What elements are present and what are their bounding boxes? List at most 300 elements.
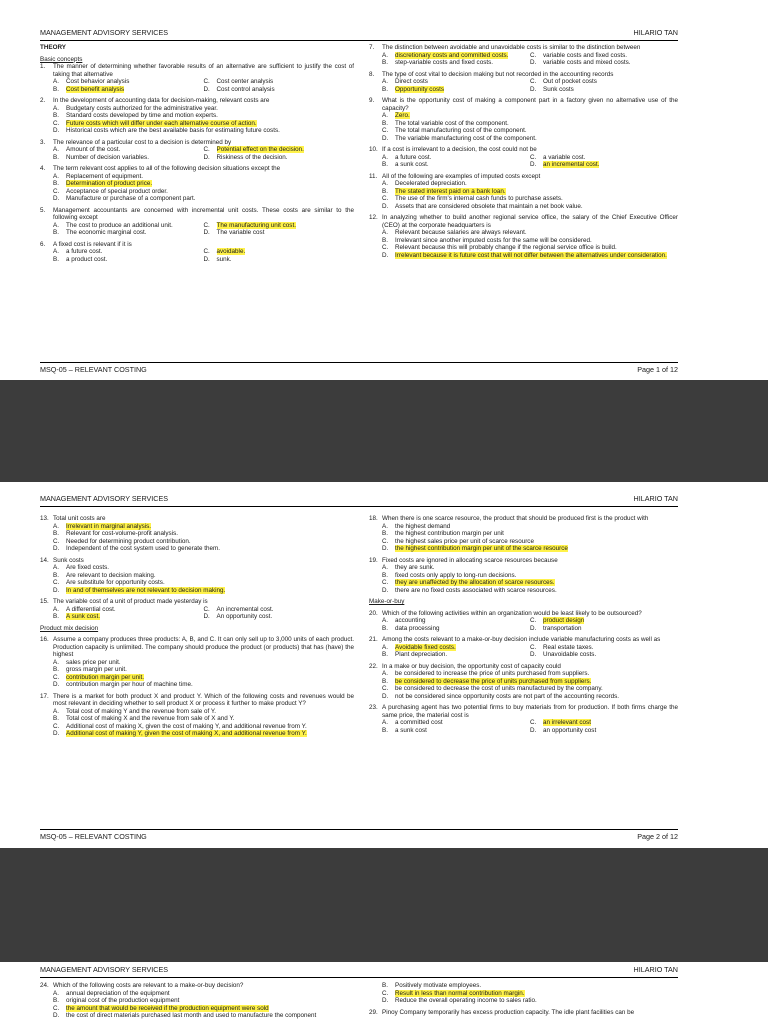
option-letter: D. <box>382 202 389 210</box>
option-letter: C. <box>530 51 537 59</box>
answer-option <box>382 229 678 237</box>
question-text: Assume a company produces three products: A, B, and C. It can only sell up to 3,000 units of each product. Production capacity is unlimited. The company should produce the product (or products) that has (have) the highest <box>53 636 354 658</box>
highlighted-answer: an irrelevant cost <box>543 719 591 726</box>
left-column <box>40 515 354 738</box>
option-text: The total variable cost of the component. <box>395 119 509 127</box>
option-letter: A. <box>53 104 59 112</box>
highlighted-answer: an incremental cost. <box>543 161 600 168</box>
option-letter: B. <box>53 613 59 620</box>
highlighted-answer: they are unaffected by the allocation of scarce resources. <box>395 579 555 586</box>
option-text: Real estate taxes. <box>543 643 594 651</box>
option-text: Irrelevant since another imputed costs for the same will be considered. <box>395 236 592 244</box>
option-letter: B. <box>53 85 59 93</box>
question-text: If a cost is irrelevant to a decision, the cost could not be <box>382 146 537 153</box>
question-text: There is a market for both product X and product Y. Which of the following costs and revenues would be most relevant in deciding whether to sell product X or process it further to make product Y? <box>53 692 354 707</box>
answer-option <box>382 651 530 659</box>
answer-option <box>530 78 678 86</box>
question-item <box>40 693 354 738</box>
highlighted-answer: Irrelevant because it is future cost that will not differ between the alternatives under consideration. <box>395 251 667 259</box>
option-text: a product cost. <box>66 255 108 263</box>
option-letter: D. <box>530 161 537 168</box>
header-course-title: MANAGEMENT ADVISORY SERVICES <box>40 28 169 37</box>
highlighted-answer: Avoidable fixed costs. <box>395 643 456 651</box>
answer-option <box>382 538 678 546</box>
answer-option <box>530 617 678 625</box>
answer-option <box>53 606 204 614</box>
option-letter: D. <box>53 730 60 737</box>
page-header <box>40 491 678 507</box>
question-text: In a make or buy decision, the opportunity cost of capacity could <box>382 662 561 670</box>
option-text: there are no fixed costs associated with scarce resources. <box>395 586 557 594</box>
option-letter: A. <box>382 643 388 651</box>
question-item <box>369 44 678 67</box>
answer-option <box>382 244 678 252</box>
question-number: 29. <box>369 1008 378 1016</box>
question-number: 10. <box>369 146 378 153</box>
option-letter: D. <box>530 651 537 658</box>
option-letter: D. <box>382 692 389 700</box>
answer-option <box>382 237 678 245</box>
answer-option <box>382 252 678 260</box>
option-text: sunk. <box>216 255 232 263</box>
option-letter: B. <box>382 624 388 632</box>
answer-option <box>204 222 355 230</box>
header-author: HILARIO TAN <box>633 494 678 503</box>
option-letter: C. <box>530 719 537 726</box>
option-text: Cost control analysis <box>216 85 275 93</box>
option-letter: D. <box>53 545 60 552</box>
answer-option <box>53 681 354 689</box>
answer-option <box>382 685 678 693</box>
answer-option <box>53 222 204 230</box>
question-text: The term relevant cost applies to all of the following decision situations except the <box>53 165 281 172</box>
answer-options <box>53 78 354 93</box>
option-letter: B. <box>53 112 59 119</box>
page-header <box>40 962 678 978</box>
option-text: Plant depreciation. <box>395 651 448 658</box>
option-text: Cost behavior analysis <box>66 78 130 85</box>
option-letter: D. <box>53 681 60 688</box>
answer-option <box>53 666 354 674</box>
right-column <box>369 982 678 1016</box>
question-item <box>369 515 678 553</box>
option-letter: C. <box>382 579 389 586</box>
answer-options <box>382 982 678 1005</box>
answer-options <box>382 617 678 632</box>
answer-option <box>382 154 530 162</box>
answer-option <box>53 523 354 531</box>
question-item <box>369 704 678 734</box>
answer-option <box>53 564 354 572</box>
question-text: The manner of determining whether favorable results of an alternative are sufficient to justify the cost of taking that alternative <box>53 63 354 78</box>
option-text: Out of pocket costs <box>543 78 597 85</box>
option-text: Number of decision variables. <box>66 153 149 161</box>
question-number: 18. <box>369 515 378 522</box>
footer-module-code: MSQ-05 – RELEVANT COSTING <box>40 832 147 841</box>
option-letter: B. <box>382 726 388 734</box>
answer-option <box>382 670 678 678</box>
option-letter: D. <box>203 255 210 263</box>
answer-option <box>53 715 354 723</box>
option-text: gross margin per unit. <box>66 666 127 673</box>
option-letter: D. <box>382 251 389 259</box>
option-text: Cost center analysis <box>216 78 274 85</box>
answer-options <box>382 719 678 734</box>
question-text: A purchasing agent has two potential firms to buy materials from for production. If both firms charge the same price, the material cost is <box>382 704 678 719</box>
option-letter: C. <box>382 244 389 251</box>
answer-option <box>53 1012 354 1020</box>
question-item <box>40 598 354 621</box>
answer-option <box>530 719 678 727</box>
option-letter: A. <box>382 112 388 119</box>
option-letter: C. <box>53 722 60 730</box>
answer-option <box>204 229 355 237</box>
highlighted-answer: Determination of product price. <box>66 180 153 187</box>
option-text: Are relevant to decision making. <box>66 571 156 579</box>
option-text: The economic marginal cost. <box>66 229 147 236</box>
question-text: Among the costs relevant to a make-or-buy decision include variable manufacturing costs as well as <box>382 636 661 643</box>
option-letter: C. <box>203 78 210 85</box>
highlighted-answer: Cost benefit analysis <box>66 85 125 93</box>
answer-option <box>382 188 678 196</box>
answer-option <box>382 625 530 633</box>
question-item <box>40 241 354 264</box>
question-number: 14. <box>40 556 49 564</box>
question-number: 9. <box>369 97 375 104</box>
answer-option <box>53 180 354 188</box>
answer-option <box>204 613 355 621</box>
option-text: Additional cost of making X, given the cost of making Y, and additional revenue from Y. <box>66 722 307 730</box>
header-author: HILARIO TAN <box>633 965 678 974</box>
option-letter: C. <box>530 153 537 161</box>
option-letter: D. <box>530 59 537 66</box>
question-item <box>40 557 354 595</box>
answer-option <box>382 161 530 169</box>
answer-option <box>53 86 204 94</box>
answer-option <box>53 229 204 237</box>
option-text: they are sunk. <box>395 564 435 571</box>
option-letter: A. <box>382 229 388 236</box>
option-text: The cost to produce an additional unit. <box>66 221 173 229</box>
answer-option <box>53 188 354 196</box>
answer-option <box>382 997 678 1005</box>
answer-option <box>53 105 354 113</box>
option-text: Relevant because salaries are always relevant. <box>395 229 527 236</box>
highlighted-answer: In and of themselves are not relevant to decision making. <box>66 586 226 594</box>
option-text: Are fixed costs. <box>66 564 110 571</box>
option-letter: A. <box>53 564 59 571</box>
option-letter: C. <box>382 989 389 997</box>
option-letter: B. <box>382 651 388 658</box>
option-letter: D. <box>530 726 537 734</box>
page-footer <box>40 829 678 843</box>
question-item <box>369 557 678 595</box>
question-number: 16. <box>40 636 49 643</box>
answer-options <box>53 173 354 203</box>
answer-options <box>53 606 354 621</box>
option-text: Relevant because this will probably change if the regional service office is build. <box>395 244 617 251</box>
option-letter: B. <box>53 255 59 263</box>
subsection-heading: Basic concepts <box>40 55 83 63</box>
answer-option <box>530 651 678 659</box>
question-item <box>40 982 354 1020</box>
question-text: Pinoy Company temporarily has excess production capacity. The idle plant facilities can be <box>382 1008 635 1016</box>
option-letter: A. <box>53 248 59 255</box>
option-letter: A. <box>382 670 388 677</box>
answer-options <box>382 644 678 659</box>
option-text: the highest contribution margin per unit <box>395 530 504 537</box>
answer-options <box>382 154 678 169</box>
question-item <box>40 165 354 203</box>
option-letter: C. <box>382 195 389 202</box>
highlighted-answer: The manufacturing unit cost. <box>216 221 296 229</box>
answer-option <box>204 86 355 94</box>
option-letter: B. <box>53 180 59 187</box>
option-text: An incremental cost. <box>216 605 274 613</box>
option-letter: A. <box>53 78 59 85</box>
option-text: a variable cost. <box>543 153 586 161</box>
question-text: When there is one scarce resource, the product that should be produced first is the product with <box>382 515 649 522</box>
question-item <box>40 207 354 237</box>
option-text: a committed cost <box>395 719 443 726</box>
option-text: transportation <box>543 624 582 632</box>
option-text: The variable manufacturing cost of the component. <box>395 134 537 142</box>
option-letter: B. <box>382 236 388 244</box>
answer-option <box>53 538 354 546</box>
option-letter: D. <box>530 85 537 93</box>
option-text: an opportunity cost <box>543 726 597 734</box>
question-number: 12. <box>369 214 378 221</box>
option-letter: A. <box>382 522 388 530</box>
answer-option <box>382 127 678 135</box>
answer-options <box>53 146 354 161</box>
option-letter: A. <box>382 78 388 85</box>
question-number: 3. <box>40 138 46 146</box>
answer-option <box>382 120 678 128</box>
option-text: Independent of the cost system used to generate them. <box>66 545 221 552</box>
option-text: Reduce the overall operating income to sales ratio. <box>395 997 537 1004</box>
highlighted-answer: A sunk cost. <box>66 613 100 620</box>
answer-option <box>382 644 530 652</box>
question-item <box>40 139 354 162</box>
option-text: Assets that are considered obsolete that maintain a net book value. <box>395 202 583 210</box>
answer-option <box>530 161 678 169</box>
option-text: Are substitute for opportunity costs. <box>66 579 165 586</box>
option-text: data processing <box>395 624 440 632</box>
option-letter: D. <box>382 134 389 142</box>
option-letter: A. <box>382 153 388 161</box>
question-number: 21. <box>369 636 378 643</box>
answer-option <box>530 644 678 652</box>
highlighted-answer: product design <box>543 617 585 624</box>
answer-options <box>382 523 678 553</box>
option-text: a future cost. <box>66 248 103 255</box>
option-text: a sunk cost. <box>395 161 429 168</box>
question-text: What is the opportunity cost of making a component part in a factory given no alternative use of the capacity? <box>382 97 678 112</box>
question-text: A fixed cost is relevant if it is <box>53 240 132 248</box>
highlighted-answer: contribution margin per unit. <box>66 673 145 681</box>
question-number: 23. <box>369 704 378 711</box>
answer-options <box>382 564 678 594</box>
option-letter: D. <box>53 195 60 202</box>
answer-options <box>382 112 678 142</box>
answer-option <box>382 719 530 727</box>
answer-option <box>204 606 355 614</box>
answer-option <box>53 530 354 538</box>
answer-option <box>53 120 354 128</box>
option-letter: A. <box>53 658 59 666</box>
footer-module-code: MSQ-05 – RELEVANT COSTING <box>40 365 147 374</box>
answer-option <box>382 982 678 990</box>
page-header <box>40 25 678 41</box>
option-text: original cost of the production equipment <box>66 997 180 1004</box>
option-text: step-variable costs and fixed costs. <box>395 59 493 66</box>
option-letter: A. <box>382 180 388 187</box>
answer-option <box>53 256 204 264</box>
option-text: the highest sales price per unit of scarce resource <box>395 537 534 545</box>
highlighted-answer: The stated interest paid on a bank loan. <box>395 187 506 195</box>
question-item <box>369 71 678 94</box>
answer-option <box>382 572 678 580</box>
subsection-heading: Product mix decision <box>40 624 99 632</box>
highlighted-answer: Additional cost of making Y, given the cost of making X, and additional revenue from Y. <box>66 730 307 737</box>
question-item <box>369 982 678 1005</box>
question-item <box>369 173 678 211</box>
option-letter: A. <box>53 221 59 229</box>
highlighted-answer: Opportunity costs <box>395 85 444 93</box>
option-text: Riskiness of the decision. <box>216 153 288 161</box>
option-letter: C. <box>203 248 210 255</box>
highlighted-answer: Potential effect on the decision. <box>216 146 304 153</box>
answer-option <box>53 146 204 154</box>
answer-options <box>53 659 354 689</box>
option-letter: D. <box>53 127 60 134</box>
option-text: Sunk costs <box>543 85 574 93</box>
question-number: 13. <box>40 515 49 522</box>
answer-option <box>204 146 355 154</box>
answer-option <box>382 112 678 120</box>
option-letter: A. <box>382 51 388 59</box>
question-item <box>369 636 678 659</box>
option-letter: A. <box>53 172 59 180</box>
right-column <box>369 44 678 259</box>
option-letter: A. <box>53 989 59 997</box>
option-letter: D. <box>382 545 389 552</box>
option-text: The variable cost <box>216 229 265 236</box>
answer-option <box>53 730 354 738</box>
question-item <box>369 663 678 701</box>
question-number: 24. <box>40 982 49 989</box>
option-text: not be considered since opportunity costs are not part of the accounting records. <box>395 692 620 700</box>
header-course-title: MANAGEMENT ADVISORY SERVICES <box>40 494 169 503</box>
answer-option <box>53 545 354 553</box>
option-letter: B. <box>382 571 388 579</box>
answer-option <box>53 579 354 587</box>
page-3 <box>0 962 768 1024</box>
option-letter: A. <box>382 564 388 571</box>
highlighted-answer: be considered to decrease the price of units purchased from suppliers. <box>395 677 592 685</box>
answer-option <box>53 154 204 162</box>
option-letter: A. <box>382 617 388 624</box>
answer-option <box>530 59 678 67</box>
question-item <box>40 515 354 553</box>
answer-option <box>530 727 678 735</box>
option-letter: D. <box>203 613 210 620</box>
option-text: The use of the firm's internal cash funds to purchase assets. <box>395 195 563 202</box>
question-item <box>369 214 678 259</box>
answer-options <box>53 222 354 237</box>
question-number: 1. <box>40 63 46 70</box>
option-letter: C. <box>530 78 537 85</box>
question-text: Management accountants are concerned with incremental unit costs. These costs are similar to the following except <box>53 206 354 221</box>
option-letter: D. <box>203 85 210 93</box>
answer-option <box>53 78 204 86</box>
option-letter: B. <box>382 187 388 195</box>
answer-option <box>530 625 678 633</box>
answer-option <box>382 59 530 67</box>
page-1 <box>0 0 768 380</box>
highlighted-answer: the highest contribution margin per unit of the scarce resource <box>395 545 568 552</box>
question-text: The variable cost of a unit of product made yesterday is <box>53 598 208 605</box>
answer-options <box>53 105 354 135</box>
answer-option <box>382 523 678 531</box>
question-number: 6. <box>40 240 46 248</box>
option-letter: D. <box>53 1012 60 1019</box>
option-text: An opportunity cost. <box>216 613 273 620</box>
question-text: The distinction between avoidable and unavoidable costs is similar to the distinction between <box>382 44 641 51</box>
answer-option <box>53 1005 354 1013</box>
answer-option <box>204 154 355 162</box>
question-text: Which of the following costs are relevant to a make-or-buy decision? <box>53 982 244 989</box>
page-footer <box>40 362 678 376</box>
option-text: Amount of the cost. <box>66 146 121 153</box>
option-text: variable costs and mixed costs. <box>543 59 631 66</box>
option-letter: D. <box>53 586 60 594</box>
question-item <box>369 146 678 169</box>
answer-option <box>53 613 204 621</box>
answer-option <box>53 195 354 203</box>
question-item <box>40 97 354 135</box>
option-letter: C. <box>53 1004 60 1012</box>
answer-option <box>382 86 530 94</box>
answer-option <box>53 572 354 580</box>
highlighted-answer: Future costs which will differ under each alternative course of action. <box>66 119 257 127</box>
answer-option <box>53 674 354 682</box>
answer-option <box>53 708 354 716</box>
question-text: Sunk costs <box>53 556 84 564</box>
option-letter: D. <box>382 586 389 594</box>
option-letter: B. <box>53 997 59 1004</box>
option-letter: C. <box>203 146 210 153</box>
highlighted-answer: Result in less than normal contribution margin. <box>395 989 525 997</box>
option-text: contribution margin per hour of machine time. <box>66 681 193 688</box>
option-letter: C. <box>53 187 60 195</box>
answer-options <box>53 990 354 1020</box>
answer-options <box>382 78 678 93</box>
question-item <box>369 1009 678 1017</box>
answer-options <box>53 564 354 594</box>
question-number: 8. <box>369 70 375 78</box>
highlighted-answer: Zero. <box>395 112 410 119</box>
answer-option <box>382 693 678 701</box>
answer-options <box>382 229 678 259</box>
option-letter: C. <box>53 119 60 127</box>
option-letter: C. <box>382 127 389 134</box>
answer-option <box>530 86 678 94</box>
answer-option <box>382 990 678 998</box>
answer-option <box>382 180 678 188</box>
option-text: Total cost of making X and the revenue from sale of X and Y. <box>66 715 235 722</box>
